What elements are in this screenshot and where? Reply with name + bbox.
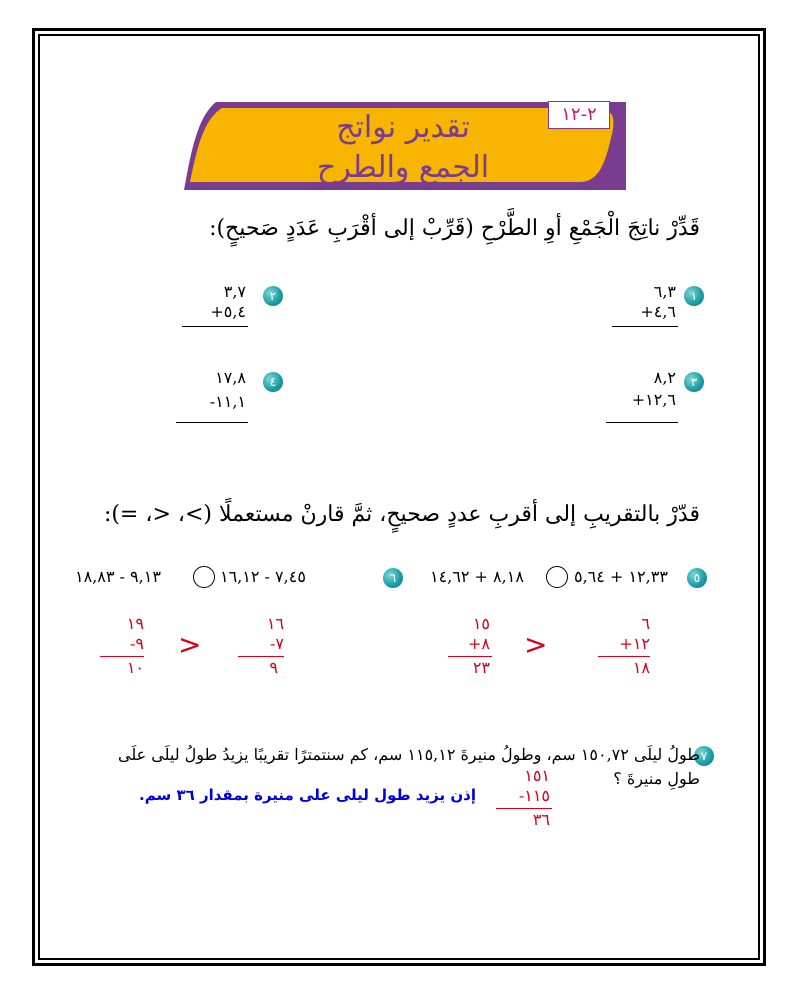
work-value: +١٢	[619, 634, 650, 653]
work-result: ٩	[269, 658, 278, 677]
lesson-title-line1: تقدير نواتج	[336, 110, 470, 145]
lesson-title-line2: الجمع والطرح	[316, 150, 490, 185]
compare-right-expression: ١٢,٣٣ + ٥,٦٤	[574, 567, 668, 586]
instruction-part1: قَدِّرْ ناتِجَ الْجَمْعِ أوِ الطَّرْحِ (قَرِّبْ إلى أقْرَبِ عَدَدٍ صَحيحٍ):	[209, 216, 700, 241]
problem7-line1: طولُ ليلَى ١٥٠,٧٢ سم، وطولُ منيرةَ ١١٥,١٢ سم، كم سنتمترًا تقريبًا يزيدُ طولُ ليلَى علَى	[117, 745, 700, 764]
exercise-underline	[606, 422, 678, 423]
work-value: ١٩	[126, 614, 144, 633]
exercise-top-value: ١٧,٨	[215, 368, 246, 387]
exercise-underline	[176, 422, 248, 423]
work-value: -٧	[270, 634, 284, 653]
problem7-line2: طولِ منيرةَ ؟	[613, 769, 700, 788]
lesson-code-badge: ٢-١٢	[548, 101, 610, 129]
compare-right-expression: ٧,٤٥ - ١٦,١٢	[220, 567, 306, 586]
exercise-number-badge: ١	[684, 286, 704, 306]
compare-left-expression: ٨,١٨ + ١٤,٦٢	[430, 567, 524, 586]
work-value: ١٥١	[524, 766, 550, 785]
exercise-bottom-value: +١٢,٦	[631, 390, 676, 409]
exercise-number-badge: ٦	[383, 568, 403, 588]
exercise-underline	[612, 326, 678, 327]
exercise-bottom-value: +٥,٤	[210, 302, 246, 321]
work-result: ٣٦	[532, 810, 550, 829]
exercise-number-badge: ٥	[687, 568, 707, 588]
exercise-bottom-value: +٤,٦	[640, 302, 676, 321]
compare-left-expression: ٩,١٣ - ١٨,٨٣	[75, 567, 161, 586]
work-value: -٩	[130, 634, 144, 653]
work-result: ٢٣	[472, 658, 490, 677]
exercise-underline	[182, 326, 248, 327]
compare-circle[interactable]	[193, 566, 215, 588]
exercise-top-value: ٣,٧	[223, 282, 246, 301]
work-underline	[100, 656, 144, 657]
work-result: ١٠	[126, 658, 144, 677]
compare-symbol: >	[178, 628, 202, 661]
exercise-bottom-value: -١١,١	[209, 392, 246, 411]
work-underline	[496, 808, 552, 809]
exercise-number-badge: ٢	[263, 286, 283, 306]
instruction-part2: قدّرْ بالتقريبِ إلى أقربِ عددٍ صحيحٍ، ثمَّ قارنْ مستعملًا (>، <، =):	[103, 502, 700, 527]
exercise-number-badge: ٧	[694, 746, 714, 766]
work-value: ١٥	[472, 614, 490, 633]
problem7-text	[110, 743, 700, 791]
exercise-top-value: ٦,٣	[653, 282, 676, 301]
compare-circle[interactable]	[546, 566, 568, 588]
exercise-number-badge: ٣	[684, 372, 704, 392]
work-value: +٨	[468, 634, 490, 653]
problem7-answer: إذن يزيد طول ليلى على منيرة بمقدار ٣٦ سم.	[139, 786, 476, 804]
work-value: ١٦	[266, 614, 284, 633]
work-underline	[448, 656, 492, 657]
work-value: ٦	[641, 614, 650, 633]
work-underline	[598, 656, 650, 657]
work-underline	[238, 656, 284, 657]
compare-symbol: >	[524, 628, 548, 661]
work-value: -١١٥	[518, 786, 550, 805]
exercise-number-badge: ٤	[263, 372, 283, 392]
exercise-top-value: ٨,٢	[653, 368, 676, 387]
work-result: ١٨	[632, 658, 650, 677]
